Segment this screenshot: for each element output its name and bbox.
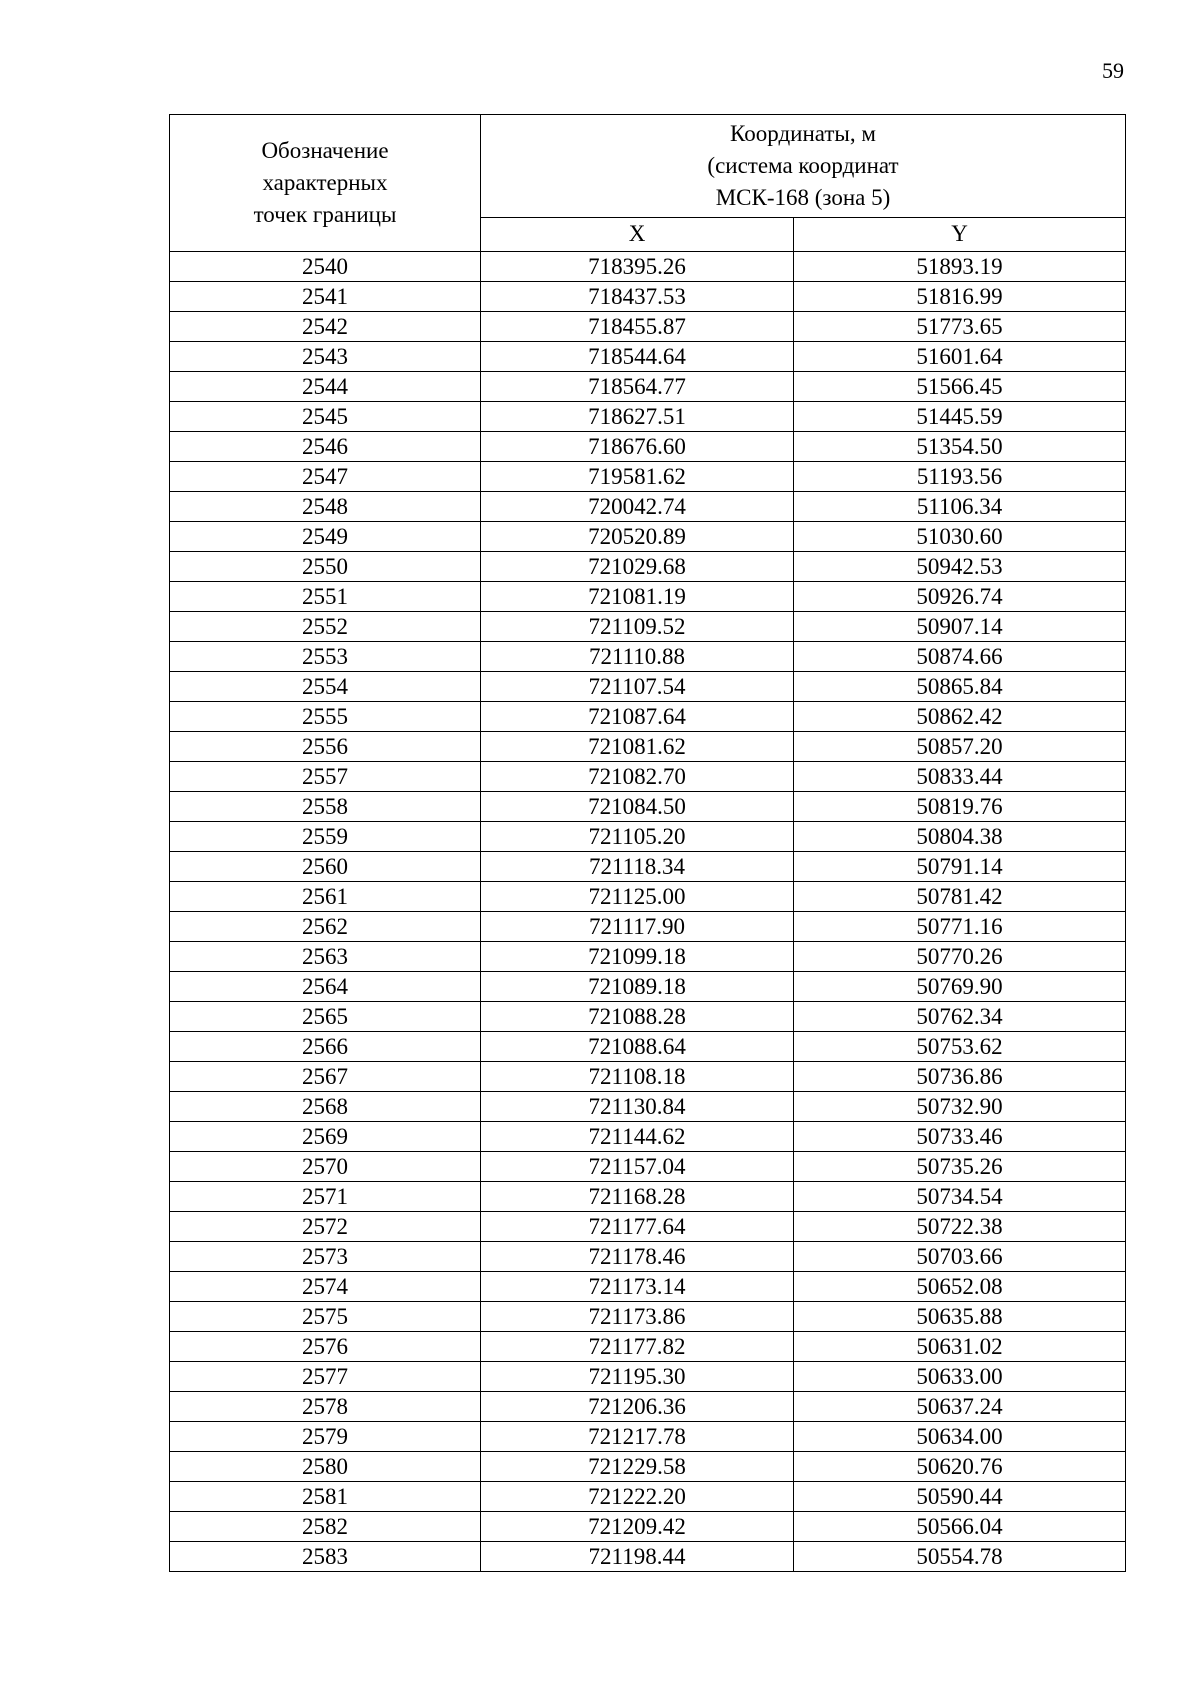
header-x: X xyxy=(481,217,794,251)
table-row xyxy=(170,1032,1126,1062)
table-row xyxy=(170,1122,1126,1152)
table-row xyxy=(170,822,1126,852)
x-coordinate-cell: 718627.51 xyxy=(481,402,794,432)
point-id-cell: 2552 xyxy=(170,612,481,642)
header-coordinates: Координаты, м (система координат МСК-168 (зона 5) xyxy=(481,115,1126,218)
table-row xyxy=(170,1452,1126,1482)
point-id-cell: 2560 xyxy=(170,852,481,882)
y-coordinate-cell: 50635.88 xyxy=(794,1302,1126,1332)
x-coordinate-cell: 721130.84 xyxy=(481,1092,794,1122)
point-id-cell: 2583 xyxy=(170,1542,481,1572)
point-id-cell: 2569 xyxy=(170,1122,481,1152)
y-coordinate-cell: 50734.54 xyxy=(794,1182,1126,1212)
x-coordinate-cell: 721144.62 xyxy=(481,1122,794,1152)
table-row xyxy=(170,972,1126,1002)
point-id-cell: 2561 xyxy=(170,882,481,912)
point-id-cell: 2557 xyxy=(170,762,481,792)
table-row xyxy=(170,672,1126,702)
x-coordinate-cell: 718544.64 xyxy=(481,342,794,372)
table-body xyxy=(170,252,1126,1572)
point-id-cell: 2549 xyxy=(170,522,481,552)
y-coordinate-cell: 50732.90 xyxy=(794,1092,1126,1122)
point-id-cell: 2548 xyxy=(170,492,481,522)
x-coordinate-cell: 718676.60 xyxy=(481,432,794,462)
x-coordinate-cell: 721173.86 xyxy=(481,1302,794,1332)
x-coordinate-cell: 721177.64 xyxy=(481,1212,794,1242)
y-coordinate-cell: 50637.24 xyxy=(794,1392,1126,1422)
point-id-cell: 2555 xyxy=(170,702,481,732)
table-row xyxy=(170,1302,1126,1332)
y-coordinate-cell: 50722.38 xyxy=(794,1212,1126,1242)
table-row xyxy=(170,372,1126,402)
table-row xyxy=(170,942,1126,972)
point-id-cell: 2572 xyxy=(170,1212,481,1242)
table-row xyxy=(170,252,1126,282)
y-coordinate-cell: 50753.62 xyxy=(794,1032,1126,1062)
table-row xyxy=(170,1182,1126,1212)
y-coordinate-cell: 51566.45 xyxy=(794,372,1126,402)
x-coordinate-cell: 721206.36 xyxy=(481,1392,794,1422)
table-row xyxy=(170,882,1126,912)
x-coordinate-cell: 721108.18 xyxy=(481,1062,794,1092)
y-coordinate-cell: 50566.04 xyxy=(794,1512,1126,1542)
x-coordinate-cell: 721089.18 xyxy=(481,972,794,1002)
x-coordinate-cell: 721029.68 xyxy=(481,552,794,582)
table-row xyxy=(170,402,1126,432)
point-id-cell: 2568 xyxy=(170,1092,481,1122)
table-row xyxy=(170,762,1126,792)
table-row xyxy=(170,732,1126,762)
point-id-cell: 2542 xyxy=(170,312,481,342)
x-coordinate-cell: 721087.64 xyxy=(481,702,794,732)
y-coordinate-cell: 50735.26 xyxy=(794,1152,1126,1182)
x-coordinate-cell: 718455.87 xyxy=(481,312,794,342)
table-row xyxy=(170,492,1126,522)
y-coordinate-cell: 50736.86 xyxy=(794,1062,1126,1092)
point-id-cell: 2566 xyxy=(170,1032,481,1062)
x-coordinate-cell: 721081.62 xyxy=(481,732,794,762)
x-coordinate-cell: 721118.34 xyxy=(481,852,794,882)
point-id-cell: 2570 xyxy=(170,1152,481,1182)
x-coordinate-cell: 721198.44 xyxy=(481,1542,794,1572)
point-id-cell: 2550 xyxy=(170,552,481,582)
y-coordinate-cell: 51193.56 xyxy=(794,462,1126,492)
table-row xyxy=(170,1482,1126,1512)
x-coordinate-cell: 721217.78 xyxy=(481,1422,794,1452)
point-id-cell: 2580 xyxy=(170,1452,481,1482)
point-id-cell: 2574 xyxy=(170,1272,481,1302)
x-coordinate-cell: 721168.28 xyxy=(481,1182,794,1212)
table-row xyxy=(170,1392,1126,1422)
y-coordinate-cell: 50652.08 xyxy=(794,1272,1126,1302)
point-id-cell: 2556 xyxy=(170,732,481,762)
x-coordinate-cell: 718437.53 xyxy=(481,282,794,312)
x-coordinate-cell: 720042.74 xyxy=(481,492,794,522)
x-coordinate-cell: 719581.62 xyxy=(481,462,794,492)
table-row xyxy=(170,1422,1126,1452)
x-coordinate-cell: 718395.26 xyxy=(481,252,794,282)
table-row xyxy=(170,852,1126,882)
table-row xyxy=(170,912,1126,942)
table-row xyxy=(170,552,1126,582)
y-coordinate-cell: 50762.34 xyxy=(794,1002,1126,1032)
header-point-designation: Обозначение характерных точек границы xyxy=(170,115,481,252)
table-row xyxy=(170,1062,1126,1092)
y-coordinate-cell: 50634.00 xyxy=(794,1422,1126,1452)
y-coordinate-cell: 50631.02 xyxy=(794,1332,1126,1362)
y-coordinate-cell: 50703.66 xyxy=(794,1242,1126,1272)
point-id-cell: 2564 xyxy=(170,972,481,1002)
y-coordinate-cell: 51030.60 xyxy=(794,522,1126,552)
table-row xyxy=(170,582,1126,612)
x-coordinate-cell: 721107.54 xyxy=(481,672,794,702)
point-id-cell: 2581 xyxy=(170,1482,481,1512)
point-id-cell: 2563 xyxy=(170,942,481,972)
table-row xyxy=(170,612,1126,642)
table-row xyxy=(170,1092,1126,1122)
x-coordinate-cell: 721125.00 xyxy=(481,882,794,912)
table-row xyxy=(170,1542,1126,1572)
point-id-cell: 2544 xyxy=(170,372,481,402)
x-coordinate-cell: 721195.30 xyxy=(481,1362,794,1392)
table-row xyxy=(170,1212,1126,1242)
x-coordinate-cell: 721082.70 xyxy=(481,762,794,792)
x-coordinate-cell: 721099.18 xyxy=(481,942,794,972)
y-coordinate-cell: 50857.20 xyxy=(794,732,1126,762)
y-coordinate-cell: 50620.76 xyxy=(794,1452,1126,1482)
table-row xyxy=(170,1512,1126,1542)
y-coordinate-cell: 50874.66 xyxy=(794,642,1126,672)
table-row xyxy=(170,702,1126,732)
point-id-cell: 2547 xyxy=(170,462,481,492)
point-id-cell: 2575 xyxy=(170,1302,481,1332)
y-coordinate-cell: 50590.44 xyxy=(794,1482,1126,1512)
x-coordinate-cell: 721088.28 xyxy=(481,1002,794,1032)
x-coordinate-cell: 721178.46 xyxy=(481,1242,794,1272)
table-row xyxy=(170,342,1126,372)
y-coordinate-cell: 51445.59 xyxy=(794,402,1126,432)
y-coordinate-cell: 50804.38 xyxy=(794,822,1126,852)
point-id-cell: 2579 xyxy=(170,1422,481,1452)
y-coordinate-cell: 50942.53 xyxy=(794,552,1126,582)
y-coordinate-cell: 50633.00 xyxy=(794,1362,1126,1392)
table-row xyxy=(170,1272,1126,1302)
x-coordinate-cell: 721222.20 xyxy=(481,1482,794,1512)
y-coordinate-cell: 51354.50 xyxy=(794,432,1126,462)
table-row xyxy=(170,522,1126,552)
y-coordinate-cell: 50781.42 xyxy=(794,882,1126,912)
x-coordinate-cell: 721177.82 xyxy=(481,1332,794,1362)
point-id-cell: 2577 xyxy=(170,1362,481,1392)
x-coordinate-cell: 721105.20 xyxy=(481,822,794,852)
x-coordinate-cell: 721109.52 xyxy=(481,612,794,642)
page-number: 59 xyxy=(1102,58,1124,83)
point-id-cell: 2571 xyxy=(170,1182,481,1212)
y-coordinate-cell: 50733.46 xyxy=(794,1122,1126,1152)
x-coordinate-cell: 721084.50 xyxy=(481,792,794,822)
table-row xyxy=(170,312,1126,342)
x-coordinate-cell: 721229.58 xyxy=(481,1452,794,1482)
x-coordinate-cell: 721209.42 xyxy=(481,1512,794,1542)
y-coordinate-cell: 50926.74 xyxy=(794,582,1126,612)
point-id-cell: 2546 xyxy=(170,432,481,462)
header-y: Y xyxy=(794,217,1126,251)
y-coordinate-cell: 50865.84 xyxy=(794,672,1126,702)
y-coordinate-cell: 50771.16 xyxy=(794,912,1126,942)
table-row xyxy=(170,1002,1126,1032)
point-id-cell: 2545 xyxy=(170,402,481,432)
y-coordinate-cell: 50819.76 xyxy=(794,792,1126,822)
x-coordinate-cell: 721157.04 xyxy=(481,1152,794,1182)
point-id-cell: 2562 xyxy=(170,912,481,942)
table-row xyxy=(170,432,1126,462)
y-coordinate-cell: 51106.34 xyxy=(794,492,1126,522)
y-coordinate-cell: 51816.99 xyxy=(794,282,1126,312)
point-id-cell: 2541 xyxy=(170,282,481,312)
table-row xyxy=(170,1152,1126,1182)
point-id-cell: 2551 xyxy=(170,582,481,612)
table-row xyxy=(170,792,1126,822)
table-row xyxy=(170,1332,1126,1362)
coordinates-table xyxy=(169,114,1126,1572)
table-row xyxy=(170,642,1126,672)
x-coordinate-cell: 718564.77 xyxy=(481,372,794,402)
x-coordinate-cell: 720520.89 xyxy=(481,522,794,552)
table-header xyxy=(170,115,1126,252)
point-id-cell: 2540 xyxy=(170,252,481,282)
x-coordinate-cell: 721117.90 xyxy=(481,912,794,942)
point-id-cell: 2573 xyxy=(170,1242,481,1272)
y-coordinate-cell: 50770.26 xyxy=(794,942,1126,972)
point-id-cell: 2567 xyxy=(170,1062,481,1092)
table-row xyxy=(170,462,1126,492)
table-row xyxy=(170,282,1126,312)
y-coordinate-cell: 51893.19 xyxy=(794,252,1126,282)
y-coordinate-cell: 50833.44 xyxy=(794,762,1126,792)
point-id-cell: 2559 xyxy=(170,822,481,852)
point-id-cell: 2565 xyxy=(170,1002,481,1032)
point-id-cell: 2553 xyxy=(170,642,481,672)
x-coordinate-cell: 721081.19 xyxy=(481,582,794,612)
y-coordinate-cell: 51601.64 xyxy=(794,342,1126,372)
x-coordinate-cell: 721110.88 xyxy=(481,642,794,672)
y-coordinate-cell: 50907.14 xyxy=(794,612,1126,642)
y-coordinate-cell: 51773.65 xyxy=(794,312,1126,342)
y-coordinate-cell: 50769.90 xyxy=(794,972,1126,1002)
table-row xyxy=(170,1362,1126,1392)
x-coordinate-cell: 721088.64 xyxy=(481,1032,794,1062)
x-coordinate-cell: 721173.14 xyxy=(481,1272,794,1302)
y-coordinate-cell: 50554.78 xyxy=(794,1542,1126,1572)
point-id-cell: 2558 xyxy=(170,792,481,822)
y-coordinate-cell: 50791.14 xyxy=(794,852,1126,882)
point-id-cell: 2576 xyxy=(170,1332,481,1362)
point-id-cell: 2554 xyxy=(170,672,481,702)
point-id-cell: 2578 xyxy=(170,1392,481,1422)
point-id-cell: 2582 xyxy=(170,1512,481,1542)
y-coordinate-cell: 50862.42 xyxy=(794,702,1126,732)
point-id-cell: 2543 xyxy=(170,342,481,372)
table-row xyxy=(170,1242,1126,1272)
